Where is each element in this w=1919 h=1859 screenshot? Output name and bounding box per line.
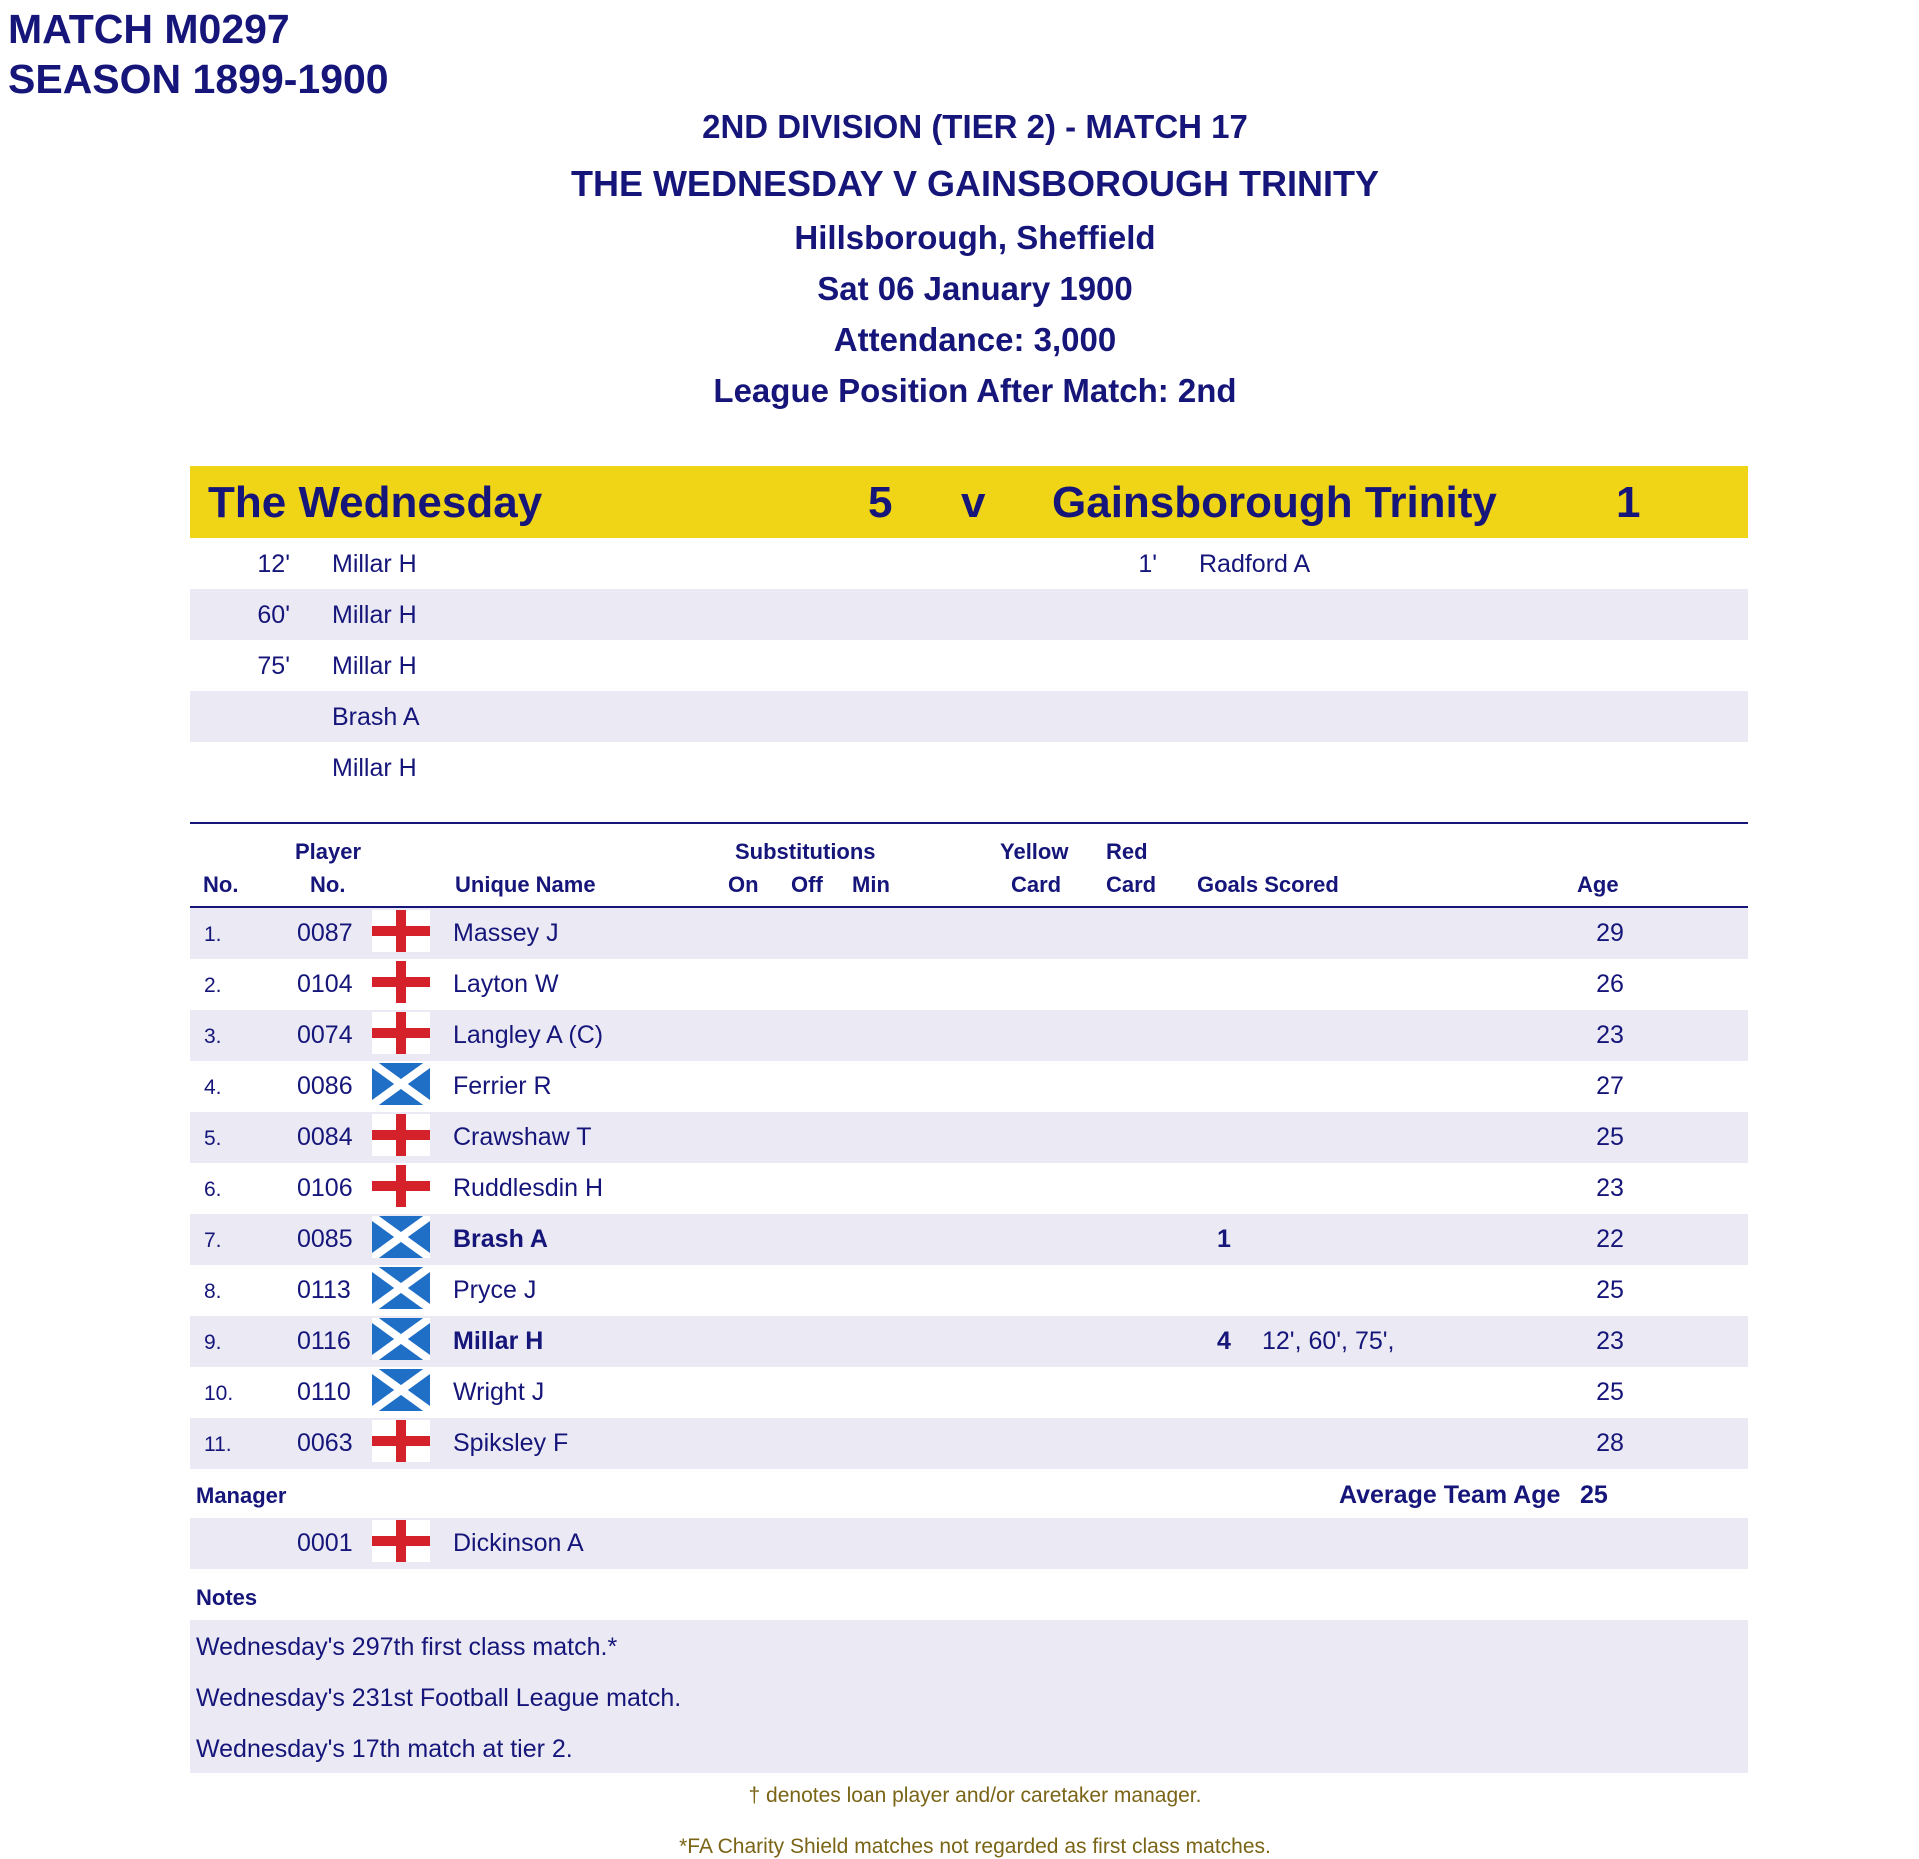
player-name: Ferrier R bbox=[453, 1072, 552, 1100]
home-team-name: The Wednesday bbox=[208, 478, 543, 527]
player-name: Spiksley F bbox=[453, 1429, 569, 1457]
col-substitutions: Substitutions bbox=[735, 839, 876, 864]
table-row bbox=[190, 1061, 1748, 1112]
player-number: 0116 bbox=[297, 1327, 351, 1355]
versus-label: v bbox=[961, 478, 986, 527]
player-age: 25 bbox=[1596, 1123, 1624, 1151]
col-yellow-bottom: Card bbox=[1011, 872, 1062, 897]
scorer-minute: 60' bbox=[257, 601, 290, 629]
england-flag-icon bbox=[372, 961, 430, 1003]
average-age-label: Average Team Age bbox=[1339, 1481, 1561, 1509]
col-player-bottom: No. bbox=[310, 872, 346, 897]
player-name: Millar H bbox=[453, 1327, 544, 1355]
player-number: 0086 bbox=[297, 1072, 353, 1100]
player-number: 0063 bbox=[297, 1429, 353, 1457]
player-number: 0110 bbox=[297, 1378, 351, 1406]
player-name: Ruddlesdin H bbox=[453, 1174, 604, 1202]
venue: Hillsborough, Sheffield bbox=[794, 219, 1156, 256]
england-flag-icon bbox=[372, 1165, 430, 1207]
player-number: 0087 bbox=[297, 919, 353, 947]
goals-count: 4 bbox=[1217, 1327, 1231, 1355]
player-age: 27 bbox=[1596, 1072, 1624, 1100]
player-age: 23 bbox=[1596, 1174, 1624, 1202]
player-number: 0085 bbox=[297, 1225, 353, 1253]
player-number: 0106 bbox=[297, 1174, 353, 1202]
home-goals: 5 bbox=[868, 478, 893, 527]
col-red-top: Red bbox=[1106, 839, 1148, 864]
manager-label: Manager bbox=[196, 1483, 287, 1508]
scotland-flag-icon bbox=[372, 1318, 430, 1360]
score-bar bbox=[190, 466, 1748, 538]
row-number: 11. bbox=[204, 1433, 232, 1456]
col-player-top: Player bbox=[295, 839, 362, 864]
col-yellow-top: Yellow bbox=[1000, 839, 1069, 864]
footnote-charity-shield: *FA Charity Shield matches not regarded as first class matches. bbox=[679, 1835, 1271, 1858]
scorer-name: Millar H bbox=[332, 754, 417, 782]
scorer-name: Millar H bbox=[332, 550, 417, 578]
season-label: SEASON 1899-1900 bbox=[8, 56, 389, 102]
col-age: Age bbox=[1577, 872, 1619, 897]
away-goals: 1 bbox=[1616, 478, 1641, 527]
col-sub-off: Off bbox=[791, 872, 823, 897]
col-unique-name: Unique Name bbox=[455, 872, 596, 897]
table-row bbox=[190, 1418, 1748, 1469]
scorer-row bbox=[190, 691, 1748, 742]
player-number: 0074 bbox=[297, 1021, 353, 1049]
away-scorer-name: Radford A bbox=[1199, 550, 1311, 578]
row-number: 4. bbox=[204, 1076, 222, 1099]
player-name: Massey J bbox=[453, 919, 559, 947]
england-flag-icon bbox=[372, 1012, 430, 1054]
goals-count: 1 bbox=[1217, 1225, 1231, 1253]
manager-name: Dickinson A bbox=[453, 1529, 584, 1557]
fixture-title: THE WEDNESDAY V GAINSBOROUGH TRINITY bbox=[570, 163, 1380, 204]
table-row bbox=[190, 1214, 1748, 1265]
note-line: Wednesday's 17th match at tier 2. bbox=[196, 1735, 573, 1763]
scorer-name: Brash A bbox=[332, 703, 420, 731]
scotland-flag-icon bbox=[372, 1267, 430, 1309]
player-name: Pryce J bbox=[453, 1276, 537, 1304]
attendance: Attendance: 3,000 bbox=[833, 321, 1117, 358]
away-team-name: Gainsborough Trinity bbox=[1052, 478, 1497, 527]
table-row bbox=[190, 1367, 1748, 1418]
col-goals-scored: Goals Scored bbox=[1197, 872, 1339, 897]
league-position: League Position After Match: 2nd bbox=[713, 372, 1237, 409]
manager-row bbox=[190, 1518, 1748, 1569]
player-number: 0104 bbox=[297, 970, 353, 998]
player-name: Brash A bbox=[453, 1225, 548, 1253]
table-row bbox=[190, 1112, 1748, 1163]
player-age: 29 bbox=[1596, 919, 1624, 947]
england-flag-icon bbox=[372, 910, 430, 952]
scorer-row bbox=[190, 538, 1748, 589]
player-age: 26 bbox=[1596, 970, 1624, 998]
col-sub-on: On bbox=[728, 872, 759, 897]
player-number: 0113 bbox=[297, 1276, 351, 1304]
scotland-flag-icon bbox=[372, 1063, 430, 1105]
player-number: 0084 bbox=[297, 1123, 353, 1151]
row-number: 8. bbox=[204, 1280, 222, 1303]
table-row bbox=[190, 1163, 1748, 1214]
table-row bbox=[190, 1010, 1748, 1061]
col-red-bottom: Card bbox=[1106, 872, 1157, 897]
player-age: 23 bbox=[1596, 1327, 1624, 1355]
player-name: Crawshaw T bbox=[453, 1123, 592, 1151]
manager-number: 0001 bbox=[297, 1529, 353, 1557]
competition-title: 2ND DIVISION (TIER 2) - MATCH 17 bbox=[702, 108, 1248, 145]
scorer-row bbox=[190, 589, 1748, 640]
table-row bbox=[190, 1316, 1748, 1367]
table-row bbox=[190, 1265, 1748, 1316]
scorer-name: Millar H bbox=[332, 601, 417, 629]
player-name: Wright J bbox=[453, 1378, 545, 1406]
goal-minutes: 12', 60', 75', bbox=[1262, 1327, 1395, 1355]
row-number: 3. bbox=[204, 1025, 222, 1048]
england-flag-icon bbox=[372, 1520, 430, 1562]
scorer-row bbox=[190, 742, 1748, 793]
row-number: 1. bbox=[204, 923, 222, 946]
player-age: 28 bbox=[1596, 1429, 1624, 1457]
footnote-loan: † denotes loan player and/or caretaker manager. bbox=[748, 1784, 1202, 1807]
col-no: No. bbox=[203, 872, 239, 897]
match-code: MATCH M0297 bbox=[8, 6, 290, 52]
england-flag-icon bbox=[372, 1420, 430, 1462]
match-date: Sat 06 January 1900 bbox=[817, 270, 1133, 307]
scotland-flag-icon bbox=[372, 1369, 430, 1411]
table-row bbox=[190, 959, 1748, 1010]
average-age-value: 25 bbox=[1580, 1481, 1608, 1509]
note-line: Wednesday's 297th first class match.* bbox=[196, 1633, 618, 1661]
scorer-name: Millar H bbox=[332, 652, 417, 680]
away-scorer-minute: 1' bbox=[1138, 550, 1157, 578]
player-age: 25 bbox=[1596, 1276, 1624, 1304]
note-line: Wednesday's 231st Football League match. bbox=[196, 1684, 682, 1712]
row-number: 2. bbox=[204, 974, 222, 997]
scorer-row bbox=[190, 640, 1748, 691]
row-number: 9. bbox=[204, 1331, 222, 1354]
player-age: 22 bbox=[1596, 1225, 1624, 1253]
page-title bbox=[8, 4, 389, 104]
col-sub-min: Min bbox=[852, 872, 890, 897]
table-top-rule bbox=[190, 822, 1748, 824]
scorer-minute: 12' bbox=[257, 550, 290, 578]
player-age: 25 bbox=[1596, 1378, 1624, 1406]
row-number: 10. bbox=[204, 1382, 234, 1405]
england-flag-icon bbox=[372, 1114, 430, 1156]
notes-label: Notes bbox=[196, 1585, 258, 1610]
scotland-flag-icon bbox=[372, 1216, 430, 1258]
row-number: 5. bbox=[204, 1127, 222, 1150]
row-number: 6. bbox=[204, 1178, 222, 1201]
table-row bbox=[190, 908, 1748, 959]
player-name: Langley A (C) bbox=[453, 1021, 604, 1049]
scorer-minute: 75' bbox=[257, 652, 290, 680]
player-name: Layton W bbox=[453, 970, 559, 998]
row-number: 7. bbox=[204, 1229, 222, 1252]
player-age: 23 bbox=[1596, 1021, 1624, 1049]
